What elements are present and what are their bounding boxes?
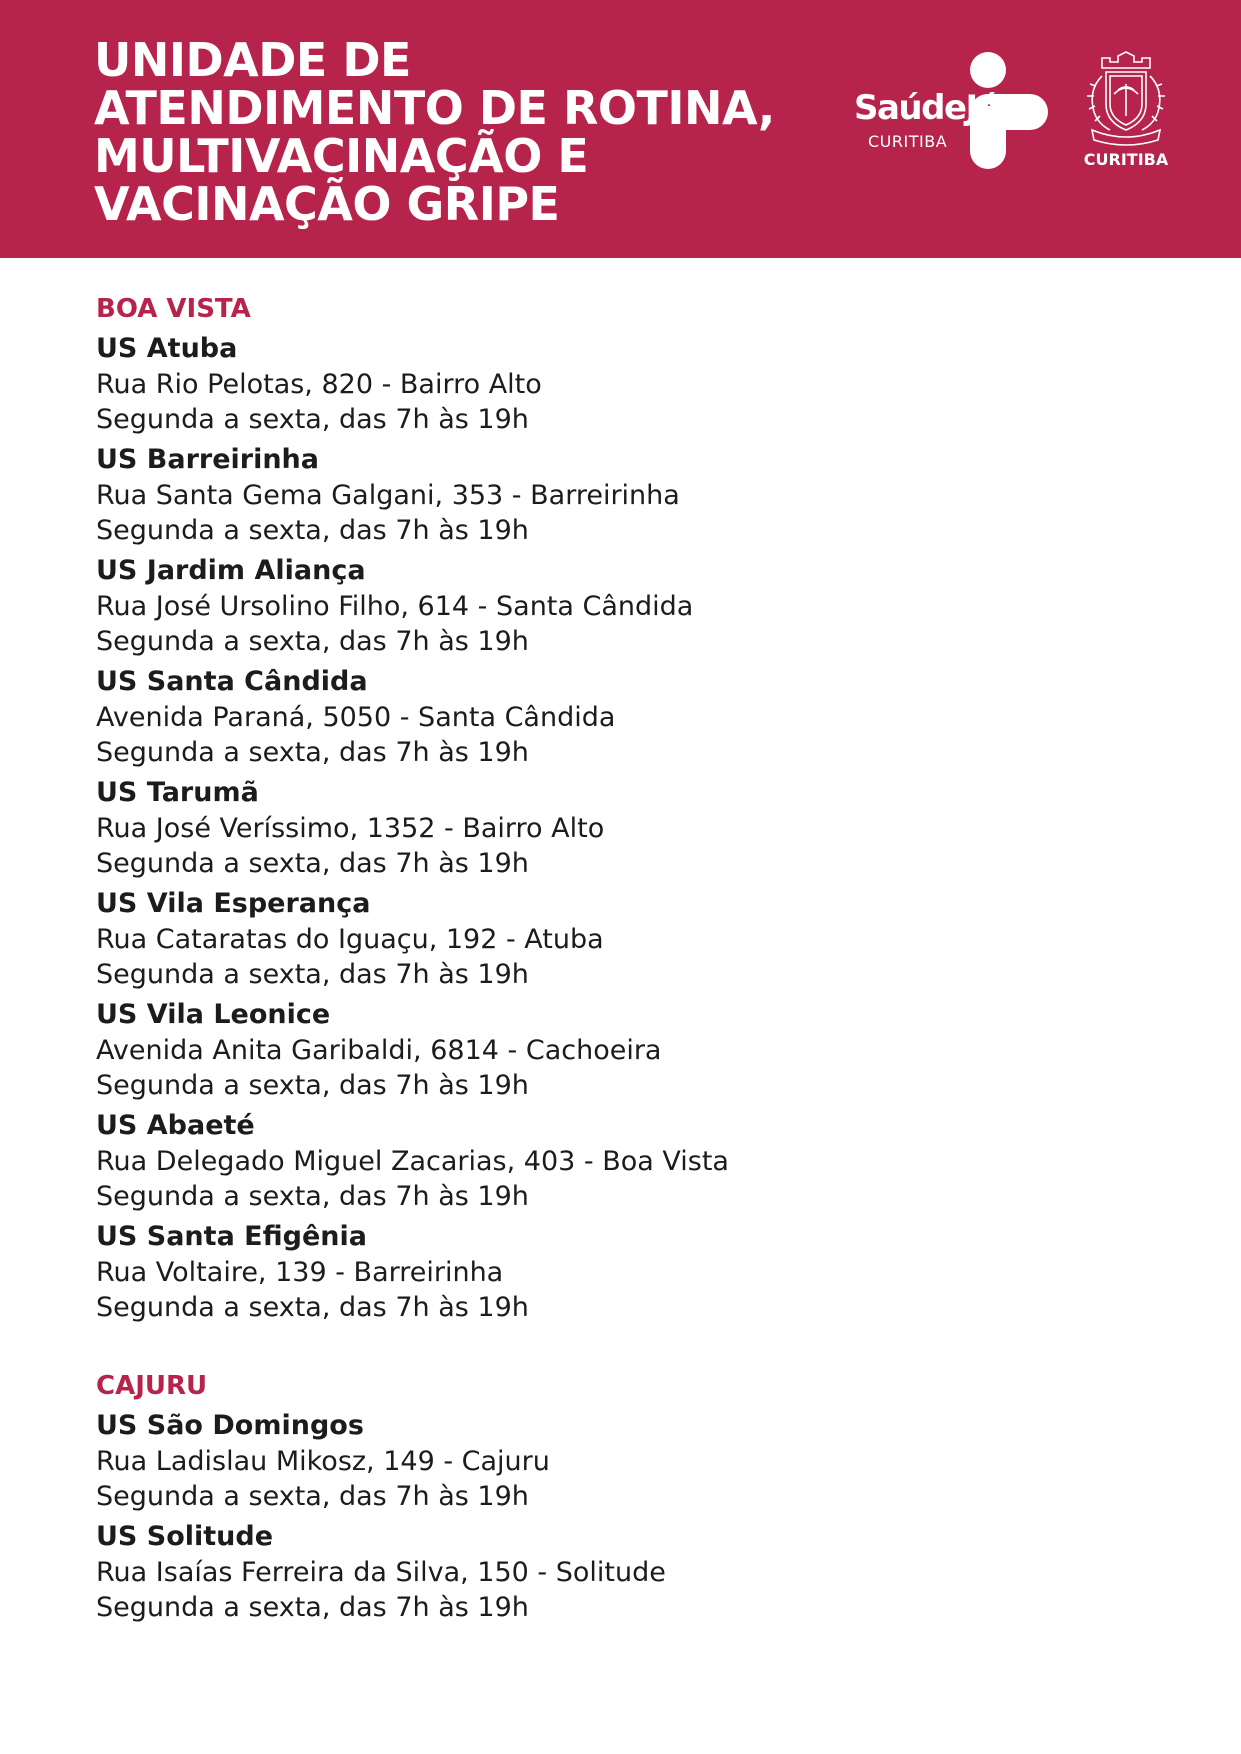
saude-ja-wordmark: SaúdeJá [854,88,999,128]
unit-hours: Segunda a sexta, das 7h às 19h [96,1181,529,1212]
unit-name: US Tarumã [96,777,259,808]
unit-entry [96,442,1156,548]
unit-entry [96,1219,1156,1325]
unit-hours: Segunda a sexta, das 7h às 19h [96,848,529,879]
units-list [96,292,1156,1625]
unit-hours: Segunda a sexta, das 7h às 19h [96,1292,529,1323]
unit-entry [96,1408,1156,1514]
coat-of-arms-label: CURITIBA [1083,150,1169,169]
region-title: BOA VISTA [96,294,251,324]
unit-hours: Segunda a sexta, das 7h às 19h [96,626,529,657]
unit-address: Rua José Ursolino Filho, 614 - Santa Cândida [96,591,694,622]
unit-name: US São Domingos [96,1410,364,1441]
unit-hours: Segunda a sexta, das 7h às 19h [96,515,529,546]
saude-ja-city: CURITIBA [868,132,948,151]
saude-ja-logo [850,48,1050,173]
unit-address: Rua José Veríssimo, 1352 - Bairro Alto [96,813,605,844]
unit-address: Rua Ladislau Mikosz, 149 - Cajuru [96,1446,550,1477]
region-title: CAJURU [96,1371,208,1401]
unit-name: US Barreirinha [96,444,320,475]
title-line: UNIDADE DE [94,33,411,87]
unit-address: Rua Isaías Ferreira da Silva, 150 - Solitude [96,1557,666,1588]
unit-address: Avenida Anita Garibaldi, 6814 - Cachoeira [96,1035,662,1066]
curitiba-coat-of-arms [1076,50,1176,175]
unit-name: US Santa Efigênia [96,1221,367,1252]
unit-name: US Vila Esperança [96,888,371,919]
header-banner [0,0,1241,258]
unit-entry [96,1108,1156,1214]
unit-name: US Solitude [96,1521,274,1552]
unit-entry [96,1519,1156,1625]
unit-address: Rua Voltaire, 139 - Barreirinha [96,1257,504,1288]
unit-name: US Atuba [96,333,238,364]
unit-address: Rua Santa Gema Galgani, 353 - Barreirinha [96,480,680,511]
title-line: MULTIVACINAÇÃO E [94,129,589,183]
unit-entry [96,886,1156,992]
unit-name: US Santa Cândida [96,666,368,697]
unit-entry [96,553,1156,659]
unit-name: US Vila Leonice [96,999,331,1030]
unit-entry [96,331,1156,437]
title-line: ATENDIMENTO DE ROTINA, [94,81,775,135]
unit-hours: Segunda a sexta, das 7h às 19h [96,1070,529,1101]
unit-address: Rua Delegado Miguel Zacarias, 403 - Boa Vista [96,1146,729,1177]
unit-hours: Segunda a sexta, das 7h às 19h [96,959,529,990]
unit-hours: Segunda a sexta, das 7h às 19h [96,1592,529,1623]
unit-hours: Segunda a sexta, das 7h às 19h [96,404,529,435]
unit-address: Rua Cataratas do Iguaçu, 192 - Atuba [96,924,604,955]
unit-hours: Segunda a sexta, das 7h às 19h [96,1481,529,1512]
page-title [94,33,814,231]
title-line: VACINAÇÃO GRIPE [94,177,560,231]
unit-address: Rua Rio Pelotas, 820 - Bairro Alto [96,369,542,400]
unit-name: US Jardim Aliança [96,555,366,586]
unit-hours: Segunda a sexta, das 7h às 19h [96,737,529,768]
coat-of-arms-icon [1080,50,1172,146]
unit-entry [96,664,1156,770]
region-cajuru [96,1369,1156,1625]
region-boa-vista [96,292,1156,1325]
unit-entry [96,997,1156,1103]
unit-name: US Abaeté [96,1110,255,1141]
unit-address: Avenida Paraná, 5050 - Santa Cândida [96,702,616,733]
unit-entry [96,775,1156,881]
